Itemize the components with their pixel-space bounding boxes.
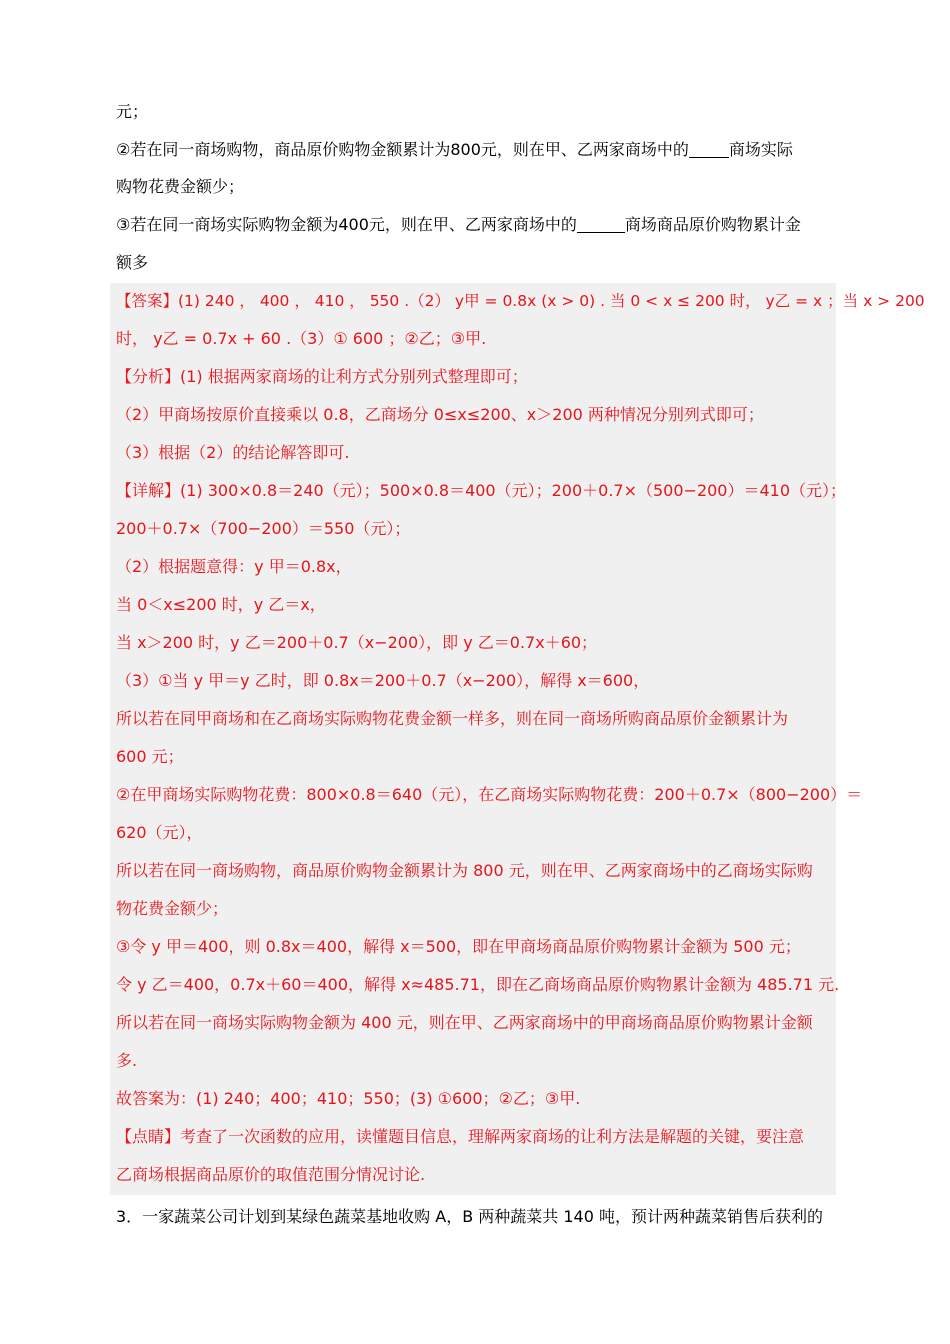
detail-line: ③令 y 甲＝400，则 0.8x＝400，解得 x＝500，即在甲商场商品原价购物累计金额为 500 元； (116, 937, 801, 956)
analysis-line: （2）甲商场按原价直接乘以 0.8，乙商场分 0≤x≤200、x＞200 两种情况分别列式即可； (116, 405, 764, 424)
answer-line: 【答案】(1) 240 ， 400 ， 410 ， 550 .（2） y甲 = 0.8x (x > 0) . 当 0 < x ≤ 200 时， y乙 = x ；当 x > 200 (116, 292, 925, 310)
detail-line: 多. (116, 1051, 138, 1070)
detail-line: 200＋0.7×（700−200）＝550（元）； (116, 519, 411, 538)
question-line: ②若在同一商场购物，商品原价购物金额累计为800元，则在甲、乙两家商场中的 商场实际 (116, 140, 793, 159)
comment-line: 乙商场根据商品原价的取值范围分情况讨论. (116, 1165, 426, 1184)
detail-line: （2）根据题意得：y 甲＝0.8x， (116, 557, 352, 576)
detail-line: 物花费金额少； (116, 899, 229, 918)
detail-line: ②在甲商场实际购物花费：800×0.8＝640（元），在乙商场实际购物花费：200＋0.7×（800−200）＝ (116, 785, 863, 804)
detail-line: 令 y 乙＝400，0.7x＋60＝400，解得 x≈485.71，即在乙商场商品原价购物累计金额为 485.71 元. (116, 975, 840, 994)
next-question-line: 3．一家蔬菜公司计划到某绿色蔬菜基地收购 A，B 两种蔬菜共 140 吨，预计两种蔬菜销售后获利的 (116, 1207, 823, 1226)
answer-blank (577, 216, 625, 233)
answer-blank (689, 141, 729, 158)
answer-line: 时， y乙 = 0.7x + 60 .（3）① 600 ；②乙；③甲. (116, 329, 487, 348)
comment-line: 【点睛】考查了一次函数的应用，读懂题目信息，理解两家商场的让利方法是解题的关键，要注意 (116, 1127, 805, 1146)
analysis-line: （3）根据（2）的结论解答即可. (116, 443, 350, 462)
detail-line: 当 x＞200 时，y 乙＝200＋0.7（x−200），即 y 乙＝0.7x＋60； (116, 633, 598, 652)
question-line: ③若在同一商场实际购物金额为400元，则在甲、乙两家商场中的 商场商品原价购物累计金 (116, 215, 801, 234)
detail-line: 【详解】(1) 300×0.8＝240（元）；500×0.8＝400（元）；200＋0.7×（500−200）＝410（元）； (116, 481, 847, 500)
detail-line: 600 元； (116, 747, 184, 766)
analysis-line: 【分析】(1) 根据两家商场的让利方式分别列式整理即可； (116, 367, 528, 386)
detail-line: 620（元）， (116, 823, 203, 842)
question-line: 元； (116, 102, 149, 121)
detail-line: 所以若在同甲商场和在乙商场实际购物花费金额一样多，则在同一商场所购商品原价金额累计为 (116, 709, 789, 728)
question-line: 额多 (116, 253, 149, 272)
detail-line: 当 0＜x≤200 时，y 乙＝x， (116, 595, 326, 614)
detail-line: 故答案为：(1) 240；400；410；550；(3) ①600；②乙；③甲. (116, 1089, 581, 1108)
detail-line: （3）①当 y 甲＝y 乙时，即 0.8x＝200＋0.7（x−200），解得 x＝600， (116, 671, 650, 690)
detail-line: 所以若在同一商场购物，商品原价购物金额累计为 800 元，则在甲、乙两家商场中的乙商场实际购 (116, 861, 813, 880)
detail-line: 所以若在同一商场实际购物金额为 400 元，则在甲、乙两家商场中的甲商场商品原价购物累计金额 (116, 1013, 813, 1032)
question-line: 购物花费金额少； (116, 177, 245, 196)
